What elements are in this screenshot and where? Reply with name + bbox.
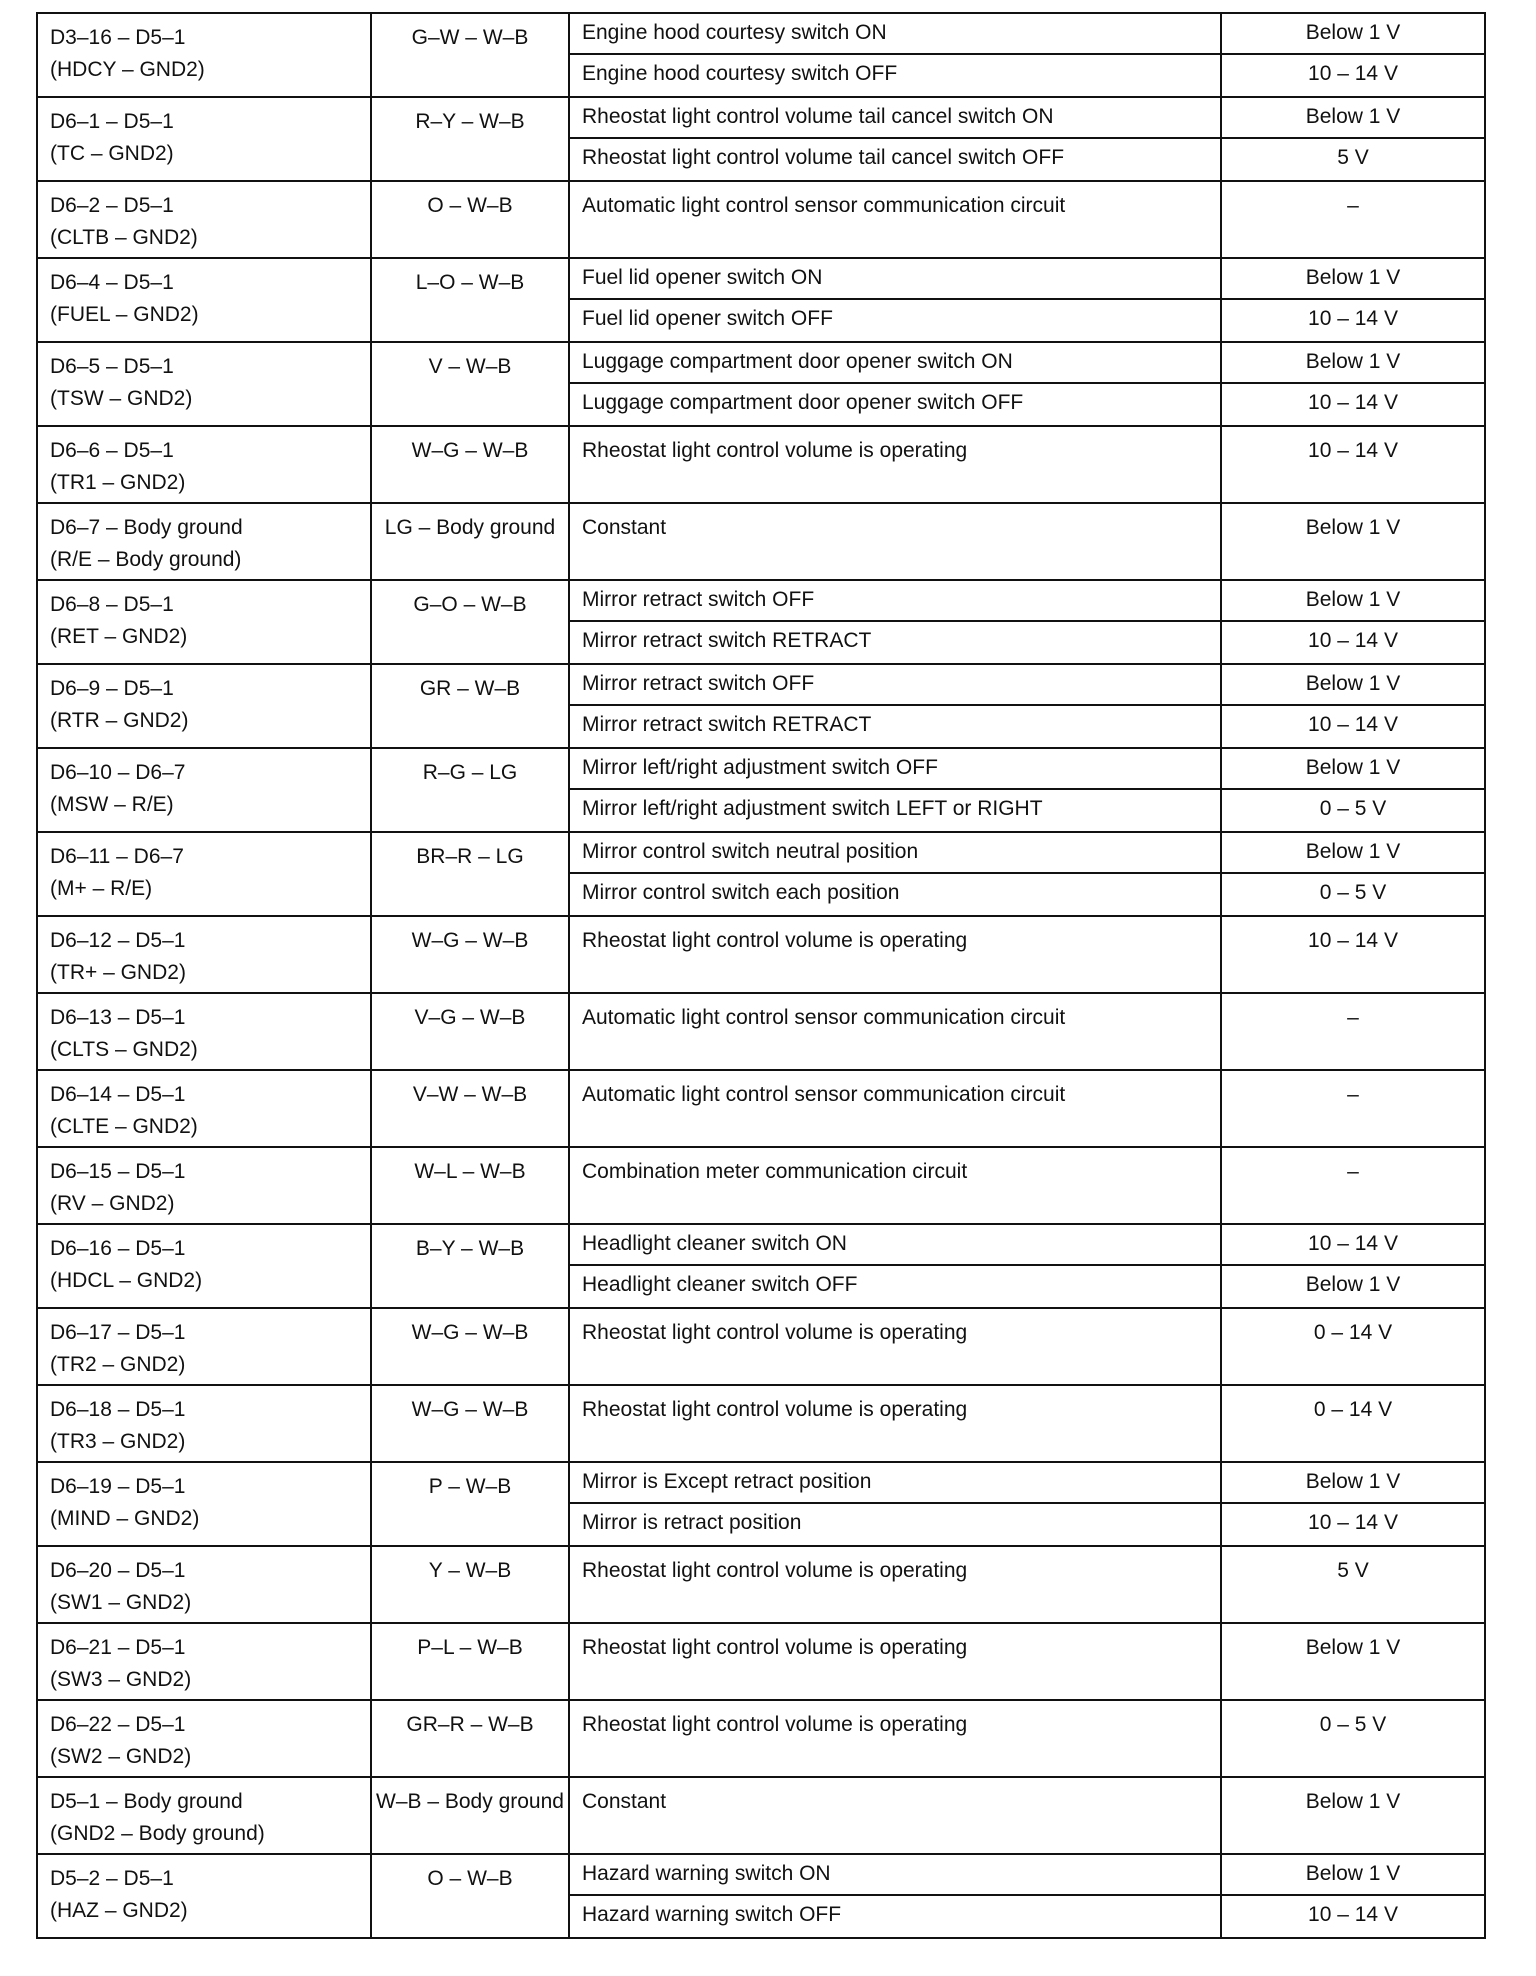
terminal-symbol: (TR3 – GND2) [50,1430,186,1453]
terminal-symbol: (RET – GND2) [50,625,188,648]
specified-condition-cell: 10 – 14 V [1221,299,1485,342]
specified-condition-cell: 10 – 14 V [1221,705,1485,748]
terminal-cell [37,1070,371,1147]
wiring-color-cell: V–W – W–B [371,1070,569,1147]
condition-cell: Mirror left/right adjustment switch OFF [569,748,1221,789]
condition-cell: Mirror retract switch RETRACT [569,621,1221,664]
wiring-color-cell: O – W–B [371,1854,569,1938]
wiring-color-cell: W–G – W–B [371,916,569,993]
table-row [37,1546,1485,1623]
condition-cell: Rheostat light control volume is operating [569,916,1221,993]
terminal-inspection-table-page [36,12,1484,1939]
condition-cell: Luggage compartment door opener switch ON [569,342,1221,383]
terminal-no: D6–11 – D6–7 [50,845,184,868]
condition-cell: Automatic light control sensor communication circuit [569,993,1221,1070]
specified-condition-cell: 5 V [1221,138,1485,181]
terminal-no: D6–22 – D5–1 [50,1713,186,1736]
specified-condition-cell: 0 – 14 V [1221,1385,1485,1462]
wiring-color-cell: W–G – W–B [371,1308,569,1385]
specified-condition-cell: Below 1 V [1221,832,1485,873]
specified-condition-cell: 0 – 5 V [1221,1700,1485,1777]
terminal-no: D6–14 – D5–1 [50,1083,186,1106]
terminal-symbol: (TR1 – GND2) [50,471,186,494]
wiring-color-cell: GR – W–B [371,664,569,748]
wiring-color-cell: BR–R – LG [371,832,569,916]
wiring-color-cell: W–G – W–B [371,1385,569,1462]
condition-cell: Rheostat light control volume is operating [569,1546,1221,1623]
wiring-color-cell: L–O – W–B [371,258,569,342]
specified-condition-cell: Below 1 V [1221,1462,1485,1503]
terminal-cell [37,1854,371,1938]
terminal-no: D6–17 – D5–1 [50,1321,186,1344]
terminal-no: D6–18 – D5–1 [50,1398,186,1421]
condition-cell: Constant [569,1777,1221,1854]
specified-condition-cell: Below 1 V [1221,1265,1485,1308]
specified-condition-cell: 10 – 14 V [1221,621,1485,664]
terminal-cell [37,916,371,993]
condition-cell: Mirror left/right adjustment switch LEFT or RIGHT [569,789,1221,832]
condition-cell: Rheostat light control volume tail cancel switch ON [569,97,1221,138]
table-row [37,832,1485,873]
specified-condition-cell: Below 1 V [1221,13,1485,54]
specified-condition-cell: – [1221,1070,1485,1147]
specified-condition-cell: – [1221,1147,1485,1224]
terminal-symbol: (TSW – GND2) [50,387,193,410]
terminal-cell [37,181,371,258]
terminal-symbol: (R/E – Body ground) [50,548,242,571]
terminal-no: D5–1 – Body ground [50,1790,243,1813]
condition-cell: Automatic light control sensor communication circuit [569,181,1221,258]
terminal-cell [37,580,371,664]
condition-cell: Automatic light control sensor communication circuit [569,1070,1221,1147]
table-row [37,13,1485,54]
terminal-no: D6–19 – D5–1 [50,1475,186,1498]
wiring-color-cell: W–G – W–B [371,426,569,503]
condition-cell: Hazard warning switch OFF [569,1895,1221,1938]
terminal-symbol: (HDCY – GND2) [50,58,205,81]
terminal-no: D6–16 – D5–1 [50,1237,186,1260]
condition-cell: Fuel lid opener switch ON [569,258,1221,299]
table-row [37,1147,1485,1224]
table-row [37,664,1485,705]
specified-condition-cell: Below 1 V [1221,1623,1485,1700]
terminal-symbol: (RV – GND2) [50,1192,175,1215]
terminal-symbol: (SW3 – GND2) [50,1668,192,1691]
table-row [37,1462,1485,1503]
condition-cell: Mirror is retract position [569,1503,1221,1546]
terminal-cell [37,664,371,748]
table-row [37,342,1485,383]
condition-cell: Constant [569,503,1221,580]
terminal-inspection-table-body [37,13,1485,1938]
terminal-symbol: (RTR – GND2) [50,709,189,732]
table-row [37,1385,1485,1462]
terminal-symbol: (HDCL – GND2) [50,1269,203,1292]
wiring-color-cell: V – W–B [371,342,569,426]
condition-cell: Luggage compartment door opener switch OFF [569,383,1221,426]
table-row [37,993,1485,1070]
terminal-cell [37,1777,371,1854]
terminal-cell [37,13,371,97]
specified-condition-cell: Below 1 V [1221,97,1485,138]
condition-cell: Mirror retract switch RETRACT [569,705,1221,748]
wiring-color-cell: Y – W–B [371,1546,569,1623]
condition-cell: Rheostat light control volume is operating [569,1308,1221,1385]
terminal-no: D6–10 – D6–7 [50,761,186,784]
specified-condition-cell: – [1221,181,1485,258]
terminal-symbol: (HAZ – GND2) [50,1899,188,1922]
terminal-symbol: (CLTE – GND2) [50,1115,198,1138]
table-row [37,1224,1485,1265]
condition-cell: Engine hood courtesy switch ON [569,13,1221,54]
condition-cell: Headlight cleaner switch OFF [569,1265,1221,1308]
terminal-cell [37,1308,371,1385]
specified-condition-cell: Below 1 V [1221,748,1485,789]
terminal-cell [37,1462,371,1546]
table-row [37,503,1485,580]
specified-condition-cell: 10 – 14 V [1221,1503,1485,1546]
specified-condition-cell: 10 – 14 V [1221,54,1485,97]
table-row [37,1854,1485,1895]
condition-cell: Mirror control switch each position [569,873,1221,916]
specified-condition-cell: 5 V [1221,1546,1485,1623]
terminal-symbol: (CLTS – GND2) [50,1038,198,1061]
terminal-no: D6–6 – D5–1 [50,439,174,462]
terminal-symbol: (MIND – GND2) [50,1507,200,1530]
specified-condition-cell: Below 1 V [1221,664,1485,705]
specified-condition-cell: 10 – 14 V [1221,383,1485,426]
specified-condition-cell: 10 – 14 V [1221,1224,1485,1265]
wiring-color-cell: R–G – LG [371,748,569,832]
condition-cell: Rheostat light control volume is operating [569,1700,1221,1777]
wiring-color-cell: LG – Body ground [371,503,569,580]
table-row [37,580,1485,621]
table-row [37,1308,1485,1385]
wiring-color-cell: O – W–B [371,181,569,258]
condition-cell: Combination meter communication circuit [569,1147,1221,1224]
specified-condition-cell: Below 1 V [1221,258,1485,299]
specified-condition-cell: Below 1 V [1221,1777,1485,1854]
wiring-color-cell: R–Y – W–B [371,97,569,181]
terminal-cell [37,1546,371,1623]
table-row [37,1700,1485,1777]
terminal-symbol: (MSW – R/E) [50,793,174,816]
condition-cell: Mirror is Except retract position [569,1462,1221,1503]
terminal-no: D6–12 – D5–1 [50,929,186,952]
condition-cell: Rheostat light control volume is operating [569,1385,1221,1462]
specified-condition-cell: 10 – 14 V [1221,1895,1485,1938]
specified-condition-cell: Below 1 V [1221,503,1485,580]
terminal-symbol: (GND2 – Body ground) [50,1822,265,1845]
terminal-cell [37,503,371,580]
wiring-color-cell: W–L – W–B [371,1147,569,1224]
terminal-cell [37,1700,371,1777]
terminal-symbol: (FUEL – GND2) [50,303,199,326]
wiring-color-cell: G–O – W–B [371,580,569,664]
condition-cell: Engine hood courtesy switch OFF [569,54,1221,97]
terminal-no: D6–1 – D5–1 [50,110,174,133]
table-row [37,97,1485,138]
terminal-no: D6–15 – D5–1 [50,1160,186,1183]
terminal-symbol: (TC – GND2) [50,142,174,165]
specified-condition-cell: 10 – 14 V [1221,426,1485,503]
table-row [37,1777,1485,1854]
specified-condition-cell: Below 1 V [1221,580,1485,621]
table-row [37,1070,1485,1147]
table-row [37,426,1485,503]
wiring-color-cell: G–W – W–B [371,13,569,97]
wiring-color-cell: P – W–B [371,1462,569,1546]
terminal-cell [37,97,371,181]
condition-cell: Mirror retract switch OFF [569,664,1221,705]
specified-condition-cell: Below 1 V [1221,1854,1485,1895]
wiring-color-cell: V–G – W–B [371,993,569,1070]
wiring-color-cell: B–Y – W–B [371,1224,569,1308]
terminal-no: D6–13 – D5–1 [50,1006,186,1029]
terminal-cell [37,1147,371,1224]
wiring-color-cell: W–B – Body ground [371,1777,569,1854]
table-row [37,1623,1485,1700]
terminal-symbol: (M+ – R/E) [50,877,153,900]
terminal-cell [37,748,371,832]
terminal-cell [37,1623,371,1700]
condition-cell: Mirror control switch neutral position [569,832,1221,873]
specified-condition-cell: 0 – 14 V [1221,1308,1485,1385]
condition-cell: Headlight cleaner switch ON [569,1224,1221,1265]
condition-cell: Mirror retract switch OFF [569,580,1221,621]
terminal-cell [37,1224,371,1308]
wiring-color-cell: P–L – W–B [371,1623,569,1700]
terminal-cell [37,342,371,426]
terminal-no: D6–20 – D5–1 [50,1559,186,1582]
specified-condition-cell: 0 – 5 V [1221,873,1485,916]
terminal-no: D6–21 – D5–1 [50,1636,186,1659]
terminal-no: D6–2 – D5–1 [50,194,174,217]
terminal-cell [37,832,371,916]
specified-condition-cell: 0 – 5 V [1221,789,1485,832]
terminal-symbol: (SW2 – GND2) [50,1745,192,1768]
table-row [37,748,1485,789]
terminal-inspection-table [36,12,1486,1939]
terminal-no: D6–7 – Body ground [50,516,243,539]
terminal-cell [37,258,371,342]
terminal-symbol: (CLTB – GND2) [50,226,198,249]
specified-condition-cell: 10 – 14 V [1221,916,1485,993]
terminal-no: D6–9 – D5–1 [50,677,174,700]
table-row [37,916,1485,993]
condition-cell: Hazard warning switch ON [569,1854,1221,1895]
table-row [37,258,1485,299]
specified-condition-cell: – [1221,993,1485,1070]
specified-condition-cell: Below 1 V [1221,342,1485,383]
terminal-cell [37,993,371,1070]
terminal-no: D6–5 – D5–1 [50,355,174,378]
terminal-symbol: (TR2 – GND2) [50,1353,186,1376]
terminal-symbol: (SW1 – GND2) [50,1591,192,1614]
terminal-cell [37,1385,371,1462]
terminal-no: D6–8 – D5–1 [50,593,174,616]
condition-cell: Rheostat light control volume tail cancel switch OFF [569,138,1221,181]
condition-cell: Rheostat light control volume is operating [569,426,1221,503]
condition-cell: Fuel lid opener switch OFF [569,299,1221,342]
terminal-no: D3–16 – D5–1 [50,26,186,49]
terminal-cell [37,426,371,503]
table-row [37,181,1485,258]
terminal-no: D5–2 – D5–1 [50,1867,174,1890]
wiring-color-cell: GR–R – W–B [371,1700,569,1777]
terminal-symbol: (TR+ – GND2) [50,961,186,984]
condition-cell: Rheostat light control volume is operating [569,1623,1221,1700]
terminal-no: D6–4 – D5–1 [50,271,174,294]
